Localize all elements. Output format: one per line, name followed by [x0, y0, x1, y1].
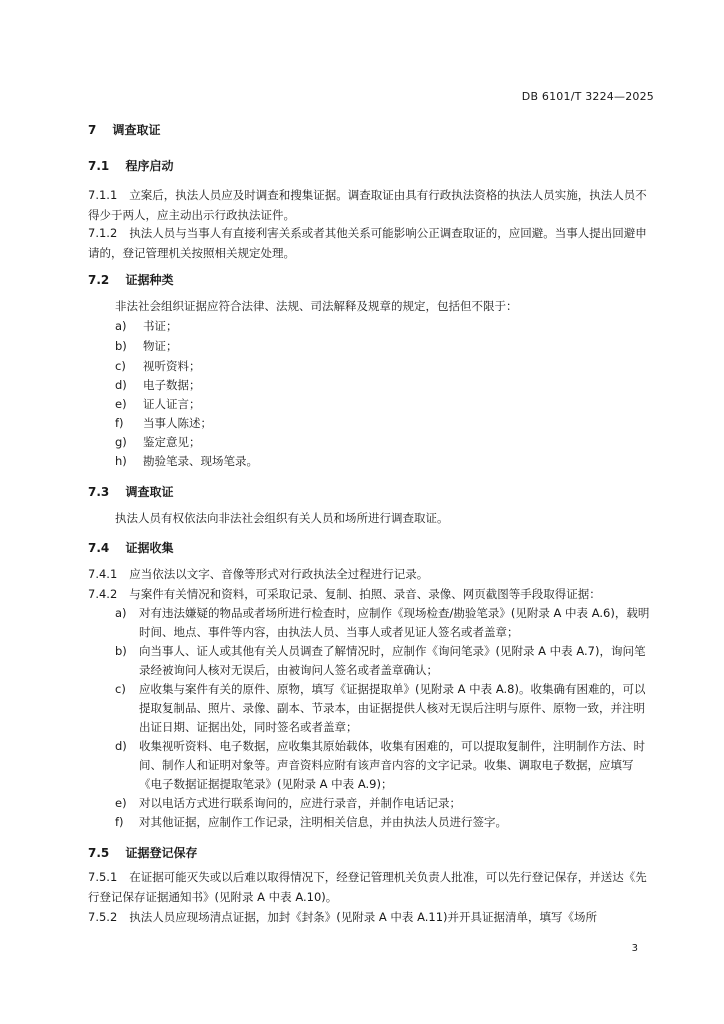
section-number: 7.5: [88, 846, 110, 860]
section-7-4-heading: [88, 539, 173, 556]
item-text: 物证；: [143, 339, 178, 353]
item-label: g): [115, 435, 127, 449]
section-title: 程序启动: [125, 159, 174, 173]
list-item: [115, 737, 655, 794]
list-item: [115, 316, 178, 336]
section-7-5-heading: [88, 844, 197, 861]
item-label: d): [115, 739, 127, 753]
clause-7-5-2: [88, 907, 654, 927]
clause-7-4-2: [88, 584, 654, 604]
item-text: 书证；: [143, 319, 178, 333]
clause-text: 与案件有关情况和资料，可采取记录、复制、拍照、录音、录像、网页截图等手段取得证据：: [129, 587, 601, 601]
clause-7-5-1: [88, 867, 654, 907]
item-text: 向当事人、证人或其他有关人员调查了解情况时，应制作《询问笔录》(见附录 A 中表 A.7)，询问笔录经被询问人核对无误后，由被询问人签名或者盖章确认；: [139, 644, 646, 677]
item-text: 勘验笔录、现场笔录。: [143, 454, 258, 468]
item-text: 应收集与案件有关的原件、原物，填写《证据提取单》(见附录 A 中表 A.8)。收集确有困难的，可以提取复制品、照片、录像、副本、节录本，由证据提供人核对无误后注明与原件、原物一致，并注明出证日期、证据出处，同时签名或者盖章；: [139, 682, 646, 734]
section-7-heading: [88, 121, 161, 138]
clause-number: 7.4.1: [88, 567, 118, 581]
item-label: a): [115, 606, 127, 620]
item-label: d): [115, 378, 127, 392]
section-title: 证据种类: [125, 273, 174, 287]
page-number: 3: [631, 943, 638, 954]
list-item: [115, 413, 212, 433]
item-text: 收集视听资料、电子数据，应收集其原始载体，收集有困难的，可以提取复制件，注明制作方法、时间、制作人和证明对象等。声音资料应附有该声音内容的文字记录。收集、调取电子数据，应填写《电子数据证据提取笔录》(见附录 A 中表 A.9)；: [139, 739, 645, 791]
clause-text: 应当依法以文字、音像等形式对行政执法全过程进行记录。: [129, 567, 429, 581]
clause-text: 立案后，执法人员应及时调查和搜集证据。调查取证由具有行政执法资格的执法人员实施，执法人员不得少于两人，应主动出示行政执法证件。: [88, 188, 647, 222]
item-text: 证人证言；: [143, 397, 201, 411]
list-item: [115, 356, 201, 376]
clause-text: 执法人员应现场清点证据，加封《封条》(见附录 A 中表 A.11)并开具证据清单，填写《场所: [129, 910, 598, 924]
item-label: h): [115, 454, 127, 468]
list-item: [115, 432, 201, 452]
clause-number: 7.4.2: [88, 587, 118, 601]
section-title: 证据收集: [125, 541, 174, 555]
item-label: f): [115, 815, 124, 829]
clause-7-4-1: [88, 564, 654, 584]
standard-code: DB 6101/T 3224—2025: [521, 90, 654, 103]
section-title: 证据登记保存: [125, 846, 198, 860]
list-item: [115, 394, 201, 414]
list-item: [115, 451, 258, 471]
list-item: [115, 794, 655, 813]
clause-number: 7.1.2: [88, 226, 118, 240]
clause-7-1-1: [88, 185, 654, 225]
section-7-3-text: 执法人员有权依法向非法社会组织有关人员和场所进行调查取证。: [115, 511, 449, 525]
section-number: 7.4: [88, 541, 110, 555]
clause-7-1-2: [88, 223, 654, 263]
clause-text: 执法人员与当事人有直接利害关系或者其他关系可能影响公正调查取证的，应回避。当事人提出回避申请的，登记管理机关按照相关规定处理。: [88, 226, 647, 260]
item-label: b): [115, 644, 127, 658]
item-text: 对以电话方式进行联系询问的，应进行录音，并制作电话记录；: [139, 796, 461, 810]
list-item: [115, 604, 655, 642]
section-7-1-heading: [88, 157, 173, 174]
item-text: 对其他证据，应制作工作记录，注明相关信息，并由执法人员进行签字。: [139, 815, 507, 829]
section-title: 调查取证: [125, 485, 174, 499]
clause-number: 7.5.1: [88, 870, 118, 884]
item-label: e): [115, 397, 127, 411]
section-7-3-heading: [88, 483, 173, 500]
clause-number: 7.1.1: [88, 188, 118, 202]
section-number: 7.1: [88, 159, 110, 173]
item-text: 对有违法嫌疑的物品或者场所进行检查时，应制作《现场检查/勘验笔录》(见附录 A 中表 A.6)，载明时间、地点、事件等内容，由执法人员、当事人或者见证人签名或者盖章；: [139, 606, 650, 639]
item-text: 鉴定意见；: [143, 435, 201, 449]
clause-text: 在证据可能灭失或以后难以取得情况下，经登记管理机关负责人批准，可以先行登记保存，并送达《先行登记保存证据通知书》(见附录 A 中表 A.10)。: [88, 870, 647, 904]
list-item: [115, 813, 655, 832]
section-number: 7.2: [88, 273, 110, 287]
item-text: 电子数据；: [143, 378, 201, 392]
list-item: [115, 642, 655, 680]
evidence-intro: 非法社会组织证据应符合法律、法规、司法解释及规章的规定，包括但不限于：: [115, 299, 518, 313]
item-label: a): [115, 319, 127, 333]
section-title: 调查取证: [112, 123, 161, 137]
section-number: 7: [88, 123, 97, 137]
list-item: [115, 680, 655, 737]
section-number: 7.3: [88, 485, 110, 499]
clause-number: 7.5.2: [88, 910, 118, 924]
item-label: e): [115, 796, 127, 810]
item-label: c): [115, 359, 126, 373]
item-label: b): [115, 339, 127, 353]
list-item: [115, 375, 201, 395]
item-text: 视听资料；: [143, 359, 201, 373]
item-label: c): [115, 682, 126, 696]
item-label: f): [115, 416, 124, 430]
item-text: 当事人陈述；: [143, 416, 212, 430]
list-item: [115, 336, 178, 356]
section-7-2-heading: [88, 271, 173, 288]
